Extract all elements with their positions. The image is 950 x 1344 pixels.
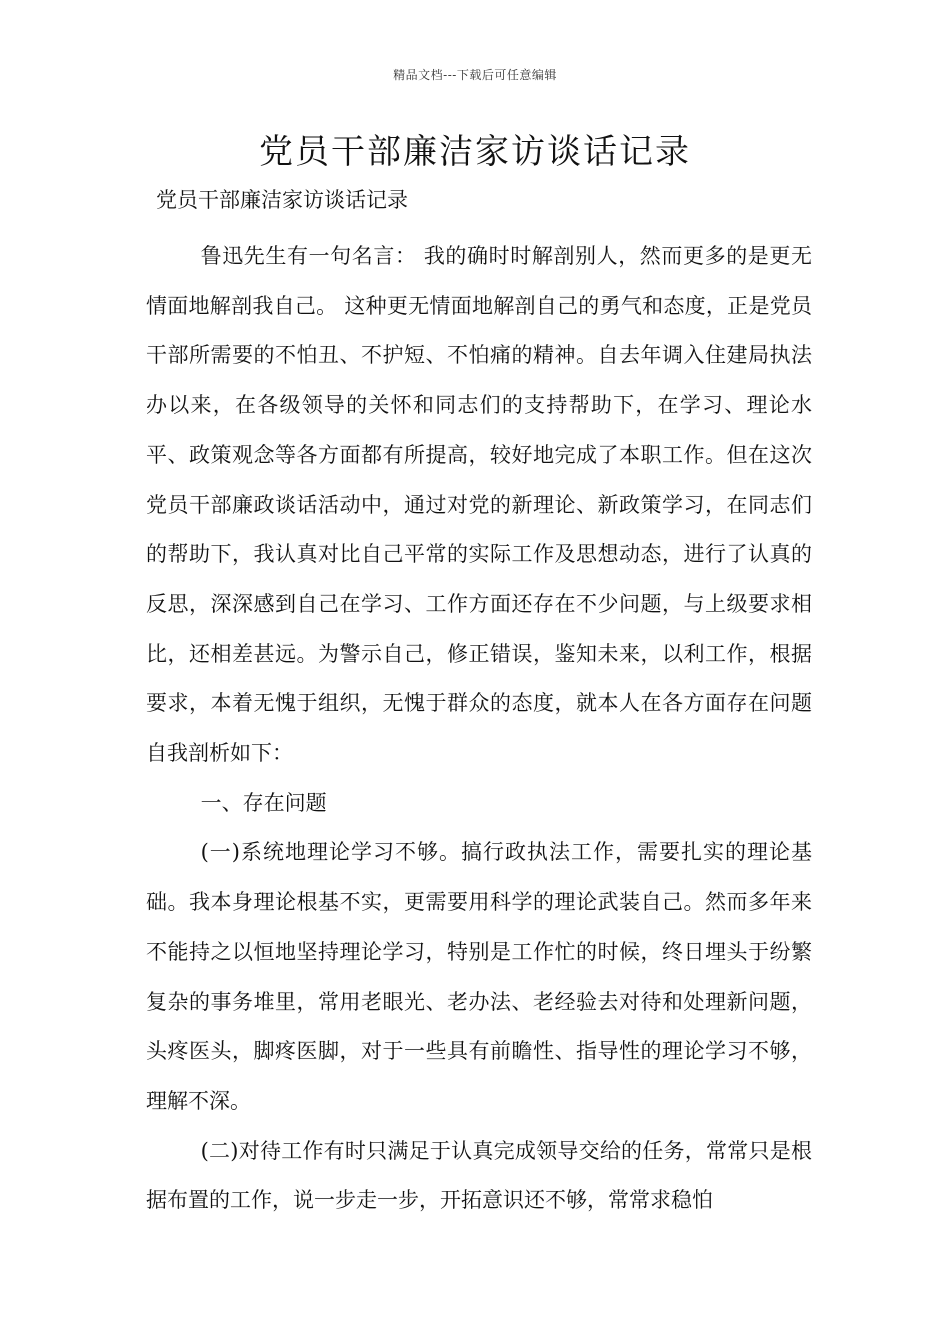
paragraph-intro: 鲁迅先生有一句名言： 我的确时时解剖别人，然而更多的是更无情面地解剖我自己。 这种更无情面地解剖自己的勇气和态度，正是党员干部所需要的不怕丑、不护短、不怕痛的精神。自去年调入住建局执法办以来，在各级领导的关怀和同志们的支持帮助下，在学习、理论水平、政策观念等各方面都有所提高，较好地完成了本职工作。但在这次党员干部廉政谈话活动中，通过对党的新理论、新政策学习，在同志们的帮助下，我认真对比自己平常的实际工作及思想动态，进行了认真的反思，深深感到自己在学习、工作方面还存在不少问题，与上级要求相比，还相差甚远。为警示自己，修正错误，鉴知未来，以利工作，根据要求，本着无愧于组织，无愧于群众的态度，就本人在各方面存在问题自我剖析如下： (146, 244, 812, 766)
header-note: 精品文档---下载后可任意编辑 (393, 68, 557, 82)
section-heading-problems: 一、存在问题 (200, 790, 327, 815)
paragraph-problem-2: (二)对待工作有时只满足于认真完成领导交给的任务，常常只是根据布置的工作，说一步走一步，开拓意识还不够，常常求稳怕 (146, 1138, 812, 1213)
document-body (146, 232, 812, 1226)
document-title: 党员干部廉洁家访谈话记录 (259, 132, 691, 172)
paragraph-problem-1: (一)系统地理论学习不够。搞行政执法工作，需要扎实的理论基础。我本身理论根基不实，更需要用科学的理论武装自己。然而多年来不能持之以恒地坚持理论学习，特别是工作忙的时候，终日埋头于纷繁复杂的事务堆里，常用老眼光、老办法、老经验去对待和处理新问题，头疼医头，脚疼医脚，对于一些具有前瞻性、指导性的理论学习不够，理解不深。 (146, 840, 812, 1113)
document-subtitle: 党员干部廉洁家访谈话记录 (156, 188, 408, 212)
